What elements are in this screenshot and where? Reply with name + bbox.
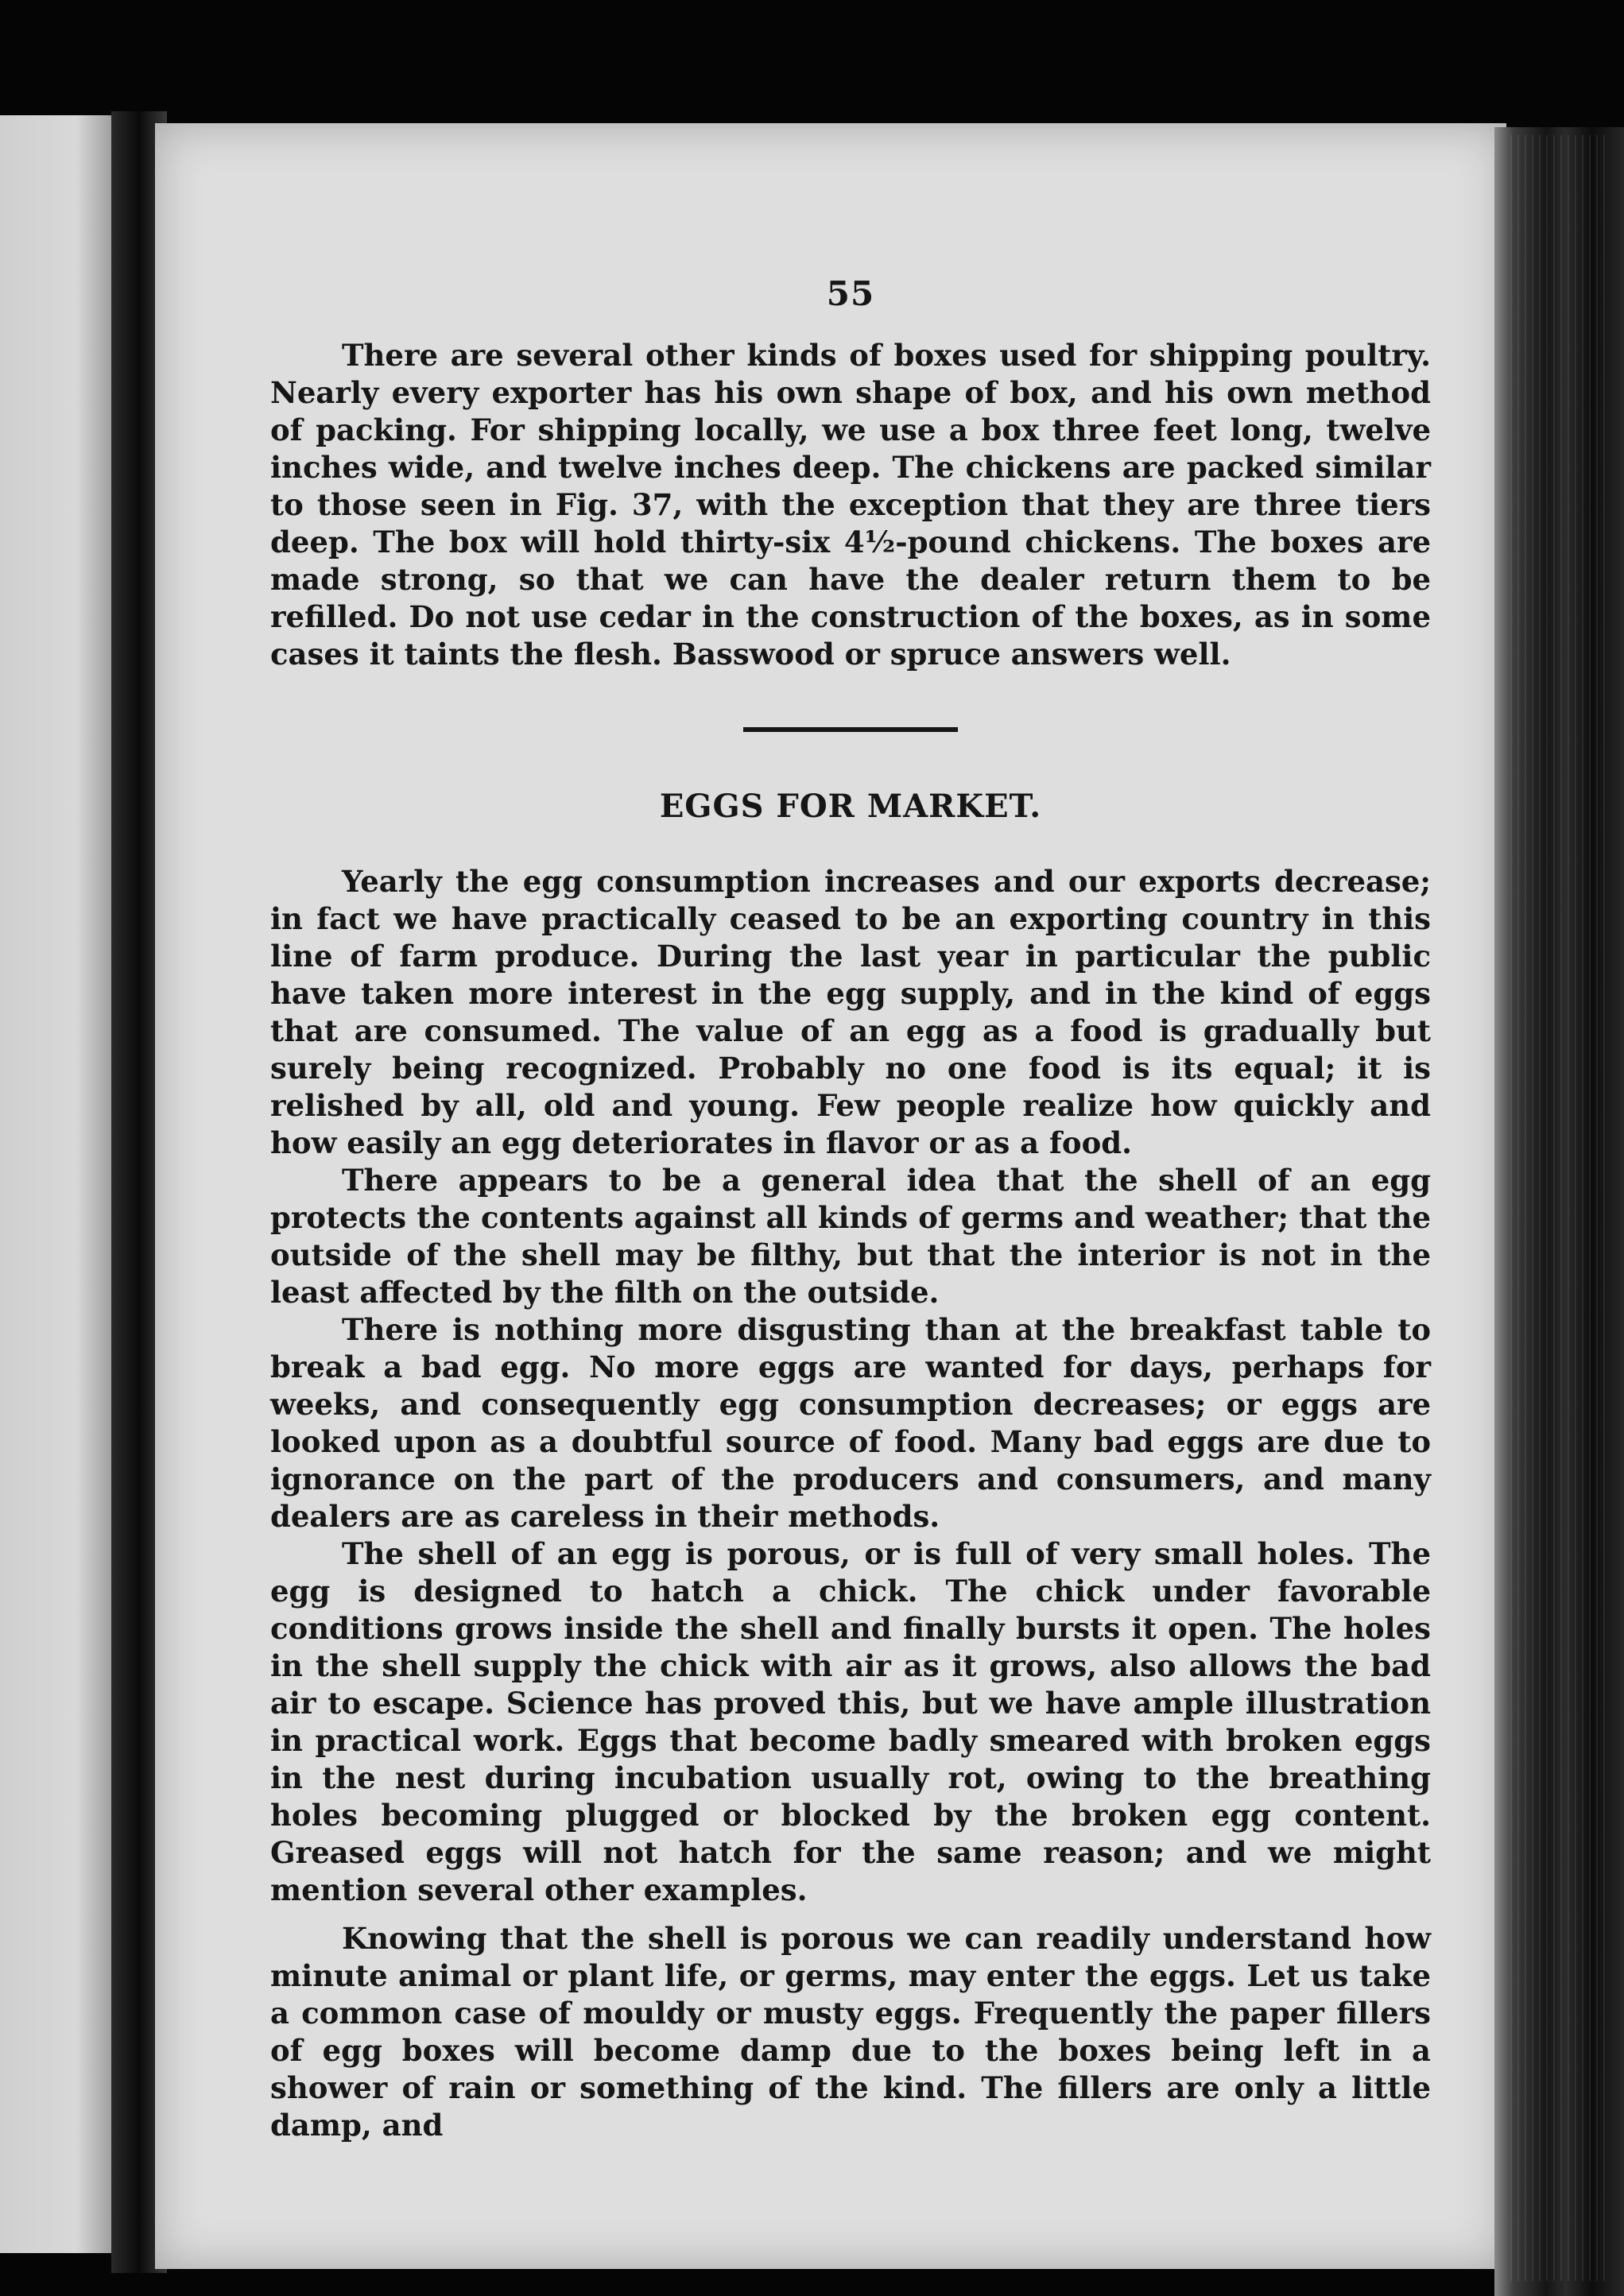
page-stack-lines [1510, 135, 1606, 2281]
paragraph: The shell of an egg is porous, or is full of very small holes. The egg is designed to hatch a chick. The chick under favorable conditions grows inside the shell and finally bursts it open. The holes in the shell supply the chick with air as it grows, also allows the bad air to escape. Science has proved this, but we have ample illustration in practical work. Eggs that become badly smeared with broken eggs in the nest during incubation usually rot, owing to the breathing holes becoming plugged or blocked by the broken egg content. Greased eggs will not hatch for the same reason; and we might mention several other examples. [270, 1536, 1431, 1907]
paragraph: There is nothing more disgusting than at the breakfast table to break a bad egg. No more eggs are wanted for days, perhaps for weeks, and consequently egg consumption decreases; or eggs are looked upon as a doubtful source of food. Many bad eggs are due to ignorance on the part of the producers and consumers, and many dealers are as careless in their methods. [270, 1312, 1431, 1534]
intro-paragraph: There are several other kinds of boxes used for shipping poultry. Nearly every exporter has his own shape of box, and his own method of packing. For shipping locally, we use a box three feet long, twelve inches wide, and twelve inches deep. The chickens are packed similar to those seen in Fig. 37, with the exception that they are three tiers deep. The box will hold thirty-six 4½-pound chickens. The boxes are made strong, so that we can have the dealer return them to be refilled. Do not use cedar in the construction of the boxes, as in some cases it taints the flesh. Basswood or spruce answers well. [270, 338, 1431, 672]
section-divider [743, 727, 958, 732]
paragraph: Knowing that the shell is porous we can readily understand how minute animal or plant life, or germs, may enter the eggs. Let us take a common case of mouldy or musty eggs. Frequently the paper fillers of egg boxes will become damp due to the boxes being left in a shower of rain or something of the kind. The fillers are only a little damp, and [270, 1921, 1431, 2143]
section-title: EGGS FOR MARKET. [659, 788, 1042, 825]
facing-page-edge [0, 115, 127, 2253]
page-content [270, 274, 1431, 2144]
paragraph: Yearly the egg consumption increases and our exports decrease; in fact we have practically ceased to be an exporting country in this line of farm produce. During the last year in particular the public have taken more interest in the egg supply, and in the kind of eggs that are consumed. The value of an egg as a food is gradually but surely being recognized. Probably no one food is its equal; it is relished by all, old and young. Few people realize how quickly and how easily an egg deteriorates in flavor or as a food. [270, 864, 1431, 1160]
paragraph: There appears to be a general idea that the shell of an egg protects the contents against all kinds of germs and weather; that the outside of the shell may be filthy, but that the interior is not in the least affected by the filth on the outside. [270, 1163, 1431, 1310]
page-number: 55 [826, 274, 875, 313]
